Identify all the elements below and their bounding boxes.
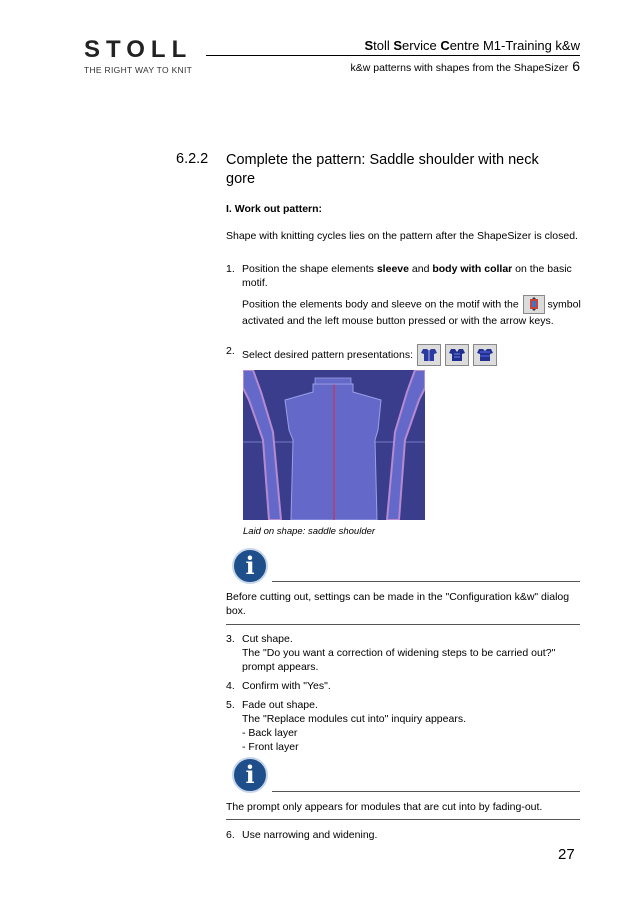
note-rule-bottom <box>226 819 580 820</box>
header-title: Stoll Service Centre M1-Training k&w <box>364 38 580 53</box>
intro-heading: I. Work out pattern: <box>226 203 323 215</box>
step-1: 1. Position the shape elements sleeve and body with collar on the basic motif. Position the elements body and sleeve on the motif with the symbol activated and the left mouse button pressed or with the arrow keys. <box>226 263 581 327</box>
step-3: 3. Cut shape. The "Do you want a correction of widening steps to be carried out?" prompt appears. <box>226 633 556 673</box>
note-rule-top <box>272 791 580 792</box>
section-title: Complete the pattern: Saddle shoulder with neck gore <box>226 152 539 187</box>
header-rule <box>206 55 580 56</box>
figure-caption: Laid on shape: saddle shoulder <box>243 526 376 537</box>
info-icon: i <box>232 757 268 793</box>
note-2-text: The prompt only appears for modules that are cut into by fading-out. <box>226 801 543 813</box>
header-subtitle: k&w patterns with shapes from the ShapeSizer 6 <box>350 58 580 74</box>
presentation-3-icon[interactable] <box>473 344 497 366</box>
section-number: 6.2.2 <box>176 151 209 167</box>
presentation-2-icon[interactable] <box>445 344 469 366</box>
presentation-1-icon[interactable] <box>417 344 441 366</box>
note-rule-bottom <box>226 624 580 625</box>
logo-tagline: THE RIGHT WAY TO KNIT <box>84 65 193 75</box>
step-2: 2. Select desired pattern presentations: <box>226 344 581 366</box>
move-symbol-icon[interactable] <box>523 295 545 314</box>
info-icon: i <box>232 548 268 584</box>
saddle-shoulder-figure <box>243 370 425 520</box>
intro-text: Shape with knitting cycles lies on the pattern after the ShapeSizer is closed. <box>226 230 578 242</box>
step-4: 4. Confirm with "Yes". <box>226 680 331 692</box>
note-rule-top <box>272 581 580 582</box>
chapter-number: 6 <box>572 58 580 74</box>
step-6: 6. Use narrowing and widening. <box>226 829 378 841</box>
step-5: 5. Fade out shape. The "Replace modules cut into" inquiry appears. - Back layer - Front layer <box>226 699 466 753</box>
note-1-text: Before cutting out, settings can be made in the "Configuration k&w" dialog box. <box>226 591 570 617</box>
page-number: 27 <box>558 846 575 863</box>
stoll-logo: STOLL <box>84 36 193 63</box>
